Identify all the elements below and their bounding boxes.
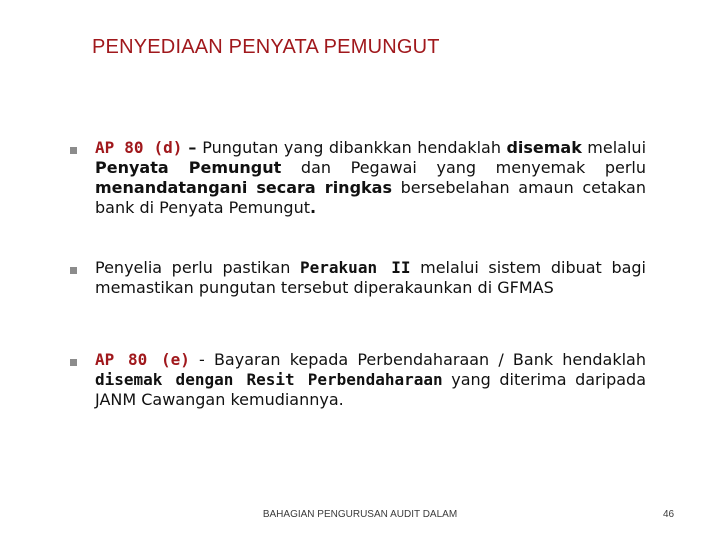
bullet-text: bersebelahan amaun cetakan bank di Penyata Pemungut [95,178,646,217]
emphasis-text: Penyata Pemungut [95,158,282,177]
bullet-text: - Bayaran kepada Perbendaharaan / Bank hendaklah [189,350,647,369]
emphasis-text: disemak dengan Resit Perbendaharaan [95,370,443,389]
bullet-item-3 [95,350,646,410]
regulation-ref: AP 80 (d) [95,138,183,157]
bullet-marker [70,147,77,154]
regulation-ref: AP 80 (e) [95,350,190,369]
dash: – [182,138,203,157]
bullet-text: dan Pegawai yang menyemak perlu [281,158,646,177]
bullet-text: melalui sistem dibuat bagi memastikan pungutan tersebut diperakaunkan di GFMAS [95,258,646,297]
footer-department: BAHAGIAN PENGURUSAN AUDIT DALAM [262,509,458,520]
bullet-text: Penyelia perlu pastikan [95,258,301,277]
emphasis-text: Perakuan II [300,258,411,277]
period: . [310,198,317,217]
bullet-text: Pungutan yang dibankkan hendaklah [202,138,507,157]
bullet-text: yang diterima daripada JANM Cawangan kemudiannya. [95,370,646,409]
bullet-item-1 [95,138,646,218]
emphasis-text: menandatangani secara ringkas [95,178,392,197]
bullet-marker [70,359,77,366]
page-number: 46 [663,509,675,520]
slide-title: PENYEDIAAN PENYATA PEMUNGUT [92,36,440,58]
bullet-item-2 [95,258,646,298]
emphasis-text: disemak [506,138,582,157]
bullet-text: melalui [581,138,647,157]
bullet-marker [70,267,77,274]
